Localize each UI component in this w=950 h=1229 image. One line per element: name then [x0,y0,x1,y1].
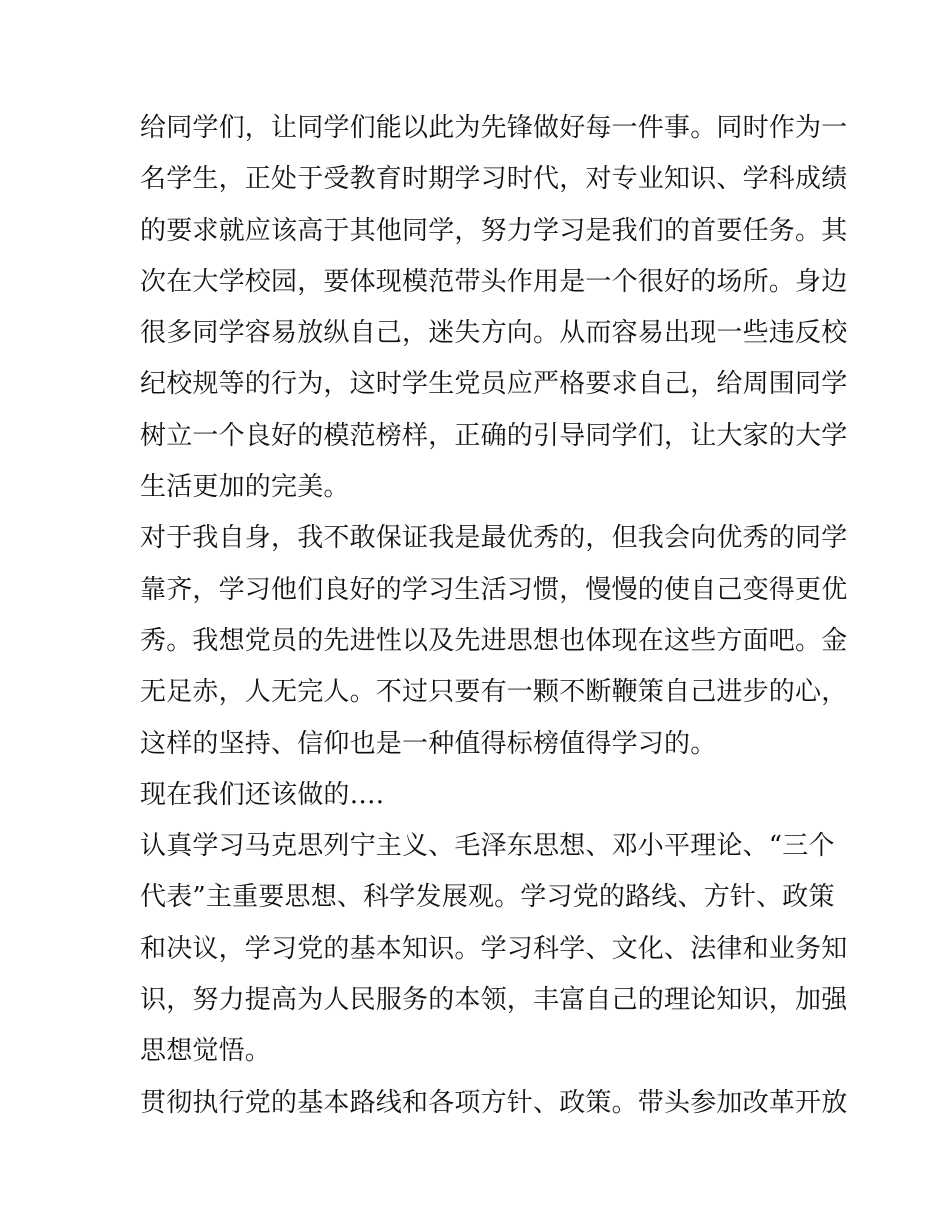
text-line: 代表”主重要思想、科学发展观。学习党的路线、方针、政策 [140,882,835,913]
text-line: 树立一个良好的模范榜样，正确的引导同学们，让大家的大学 [140,420,848,451]
text-line: 思想觉悟。 [140,1036,272,1067]
text-line: 现在我们还该做的…. [140,779,385,810]
text-line: 这样的坚持、信仰也是一种值得标榜值得学习的。 [140,728,717,759]
text-line: 次在大学校园，要体现模范带头作用是一个很好的场所。身边 [140,266,848,297]
text-line: 生活更加的完美。 [140,472,350,503]
text-line: 很多同学容易放纵自己，迷失方向。从而容易出现一些违反校 [140,318,848,349]
text-line: 纪校规等的行为，这时学生党员应严格要求自己，给周围同学 [140,369,848,400]
text-line: 靠齐，学习他们良好的学习生活习惯，慢慢的使自己变得更优 [140,574,848,605]
text-line: 给同学们，让同学们能以此为先锋做好每一件事。同时作为一 [140,113,848,143]
text-line: 对于我自身，我不敢保证我是最优秀的，但我会向优秀的同学 [140,523,848,554]
body-text [140,103,848,1129]
text-line: 名学生，正处于受教育时期学习时代，对专业知识、学科成绩 [140,164,848,195]
text-line: 识，努力提高为人民服务的本领，丰富自己的理论知识，加强 [140,985,848,1016]
text-line: 的要求就应该高于其他同学，努力学习是我们的首要任务。其 [140,215,848,246]
text-line: 认真学习马克思列宁主义、毛泽东思想、邓小平理论、“三个 [140,831,835,862]
text-line: 无足赤，人无完人。不过只要有一颗不断鞭策自己进步的心， [140,677,848,708]
text-line: 秀。我想党员的先进性以及先进思想也体现在这些方面吧。金 [140,625,848,656]
text-line: 贯彻执行党的基本路线和各项方针、政策。带头参加改革开放 [140,1087,848,1118]
text-line: 和决议，学习党的基本知识。学习科学、文化、法律和业务知 [140,933,848,964]
